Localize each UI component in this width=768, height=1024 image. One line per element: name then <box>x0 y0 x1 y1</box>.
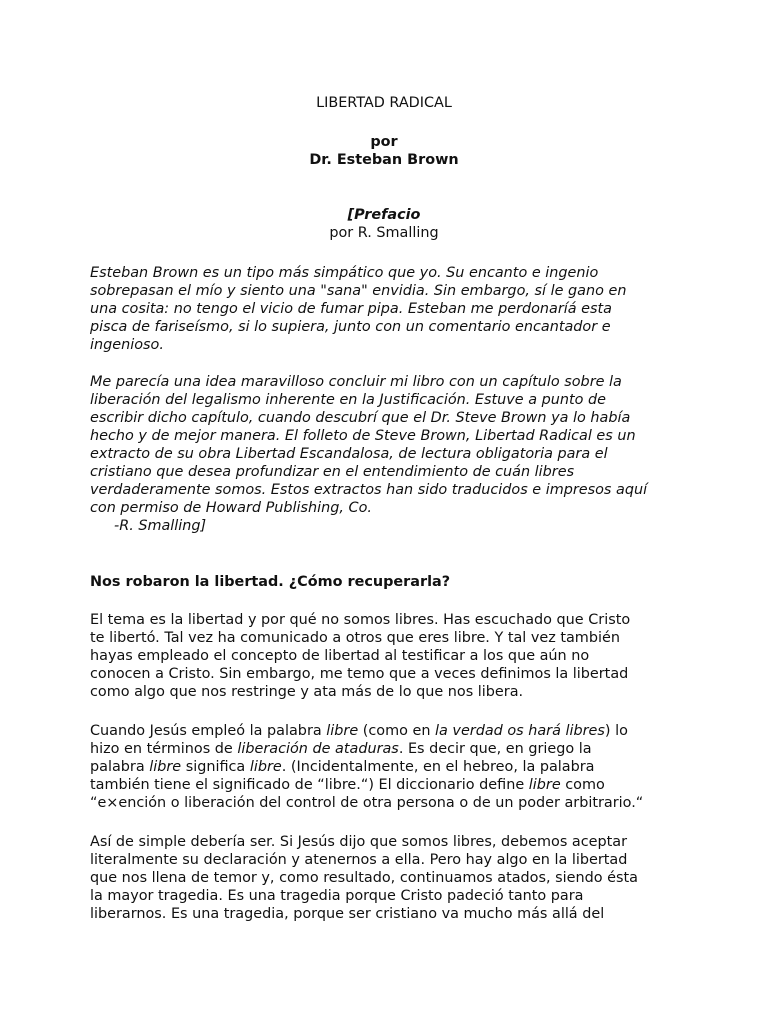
body-p2-line <box>90 758 595 776</box>
preface-p2-line: hecho y de mejor manera. El folleto de Steve Brown, Libertad Radical es un <box>90 428 636 444</box>
section-heading: Nos robaron la libertad. ¿Cómo recuperarla? <box>90 574 451 590</box>
preface-p2-line: verdaderamente somos. Estos extractos han sido traducidos e impresos aquí <box>90 482 648 498</box>
preface-p2-line: con permiso de Howard Publishing, Co. <box>90 500 372 516</box>
body-p1-line: conocen a Cristo. Sin embargo, me temo que a veces definimos la libertad <box>90 666 629 682</box>
preface-signature: -R. Smalling] <box>114 518 207 534</box>
preface-p1-line: ingenioso. <box>90 337 164 353</box>
text-run-italic: la verdad os hará libres <box>435 723 605 739</box>
author-name: Dr. Esteban Brown <box>309 152 459 168</box>
body-p1-line: El tema es la libertad y por qué no somos libres. Has escuchado que Cristo <box>90 612 631 628</box>
body-p3-line: Así de simple debería ser. Si Jesús dijo que somos libres, debemos aceptar <box>90 834 628 850</box>
preface-p1-line: sobrepasan el mío y siento una "sana" envidia. Sin embargo, sí le gano en <box>90 283 627 299</box>
body-p1-line: hayas empleado el concepto de libertad al testificar a los que aún no <box>90 648 590 664</box>
preface-p2-line: liberación del legalismo inherente en la Justificación. Estuve a punto de <box>90 392 606 408</box>
text-run: significa <box>181 759 250 775</box>
text-run-italic: libre <box>249 759 282 775</box>
preface-p2-line: extracto de su obra Libertad Escandalosa, de lectura obligatoria para el <box>90 446 608 462</box>
preface-p2-line: escribir dicho capítulo, cuando descubrí que el Dr. Steve Brown ya lo había <box>90 410 631 426</box>
preface-byline: por R. Smalling <box>329 225 439 241</box>
text-run: palabra <box>90 759 150 775</box>
text-run: . (Incidentalmente, en el hebreo, la palabra <box>281 759 595 775</box>
preface-p1-line: pisca de fariseísmo, si lo supiera, junto con un comentario encantador e <box>90 319 611 335</box>
text-run: también tiene el significado de “libre.“) El diccionario define <box>90 777 529 793</box>
text-run-italic: liberación de ataduras <box>237 741 399 757</box>
body-p3-line: liberarnos. Es una tragedia, porque ser cristiano va mucho más allá del <box>90 906 605 922</box>
document-title: LIBERTAD RADICAL <box>316 95 452 111</box>
body-p1-line: te libertó. Tal vez ha comunicado a otros que eres libre. Y tal vez también <box>90 630 620 646</box>
body-p2-line: “e×ención o liberación del control de otra persona o de un poder arbitrario.“ <box>90 795 644 811</box>
text-run-italic: libre <box>149 759 182 775</box>
body-p3-line: la mayor tragedia. Es una tragedia porque Cristo padeció tanto para <box>90 888 584 904</box>
preface-p1-line: una cosita: no tengo el vicio de fumar pipa. Esteban me perdonaríá esta <box>90 301 612 317</box>
preface-p1-line: Esteban Brown es un tipo más simpático que yo. Su encanto e ingenio <box>90 265 599 281</box>
body-p1-line: como algo que nos restringe y ata más de lo que nos libera. <box>90 684 524 700</box>
preface-heading: [Prefacio <box>347 207 421 223</box>
text-run-italic: libre <box>528 777 561 793</box>
body-p3-line: literalmente su declaración y atenernos a ella. Pero hay algo en la libertad <box>90 852 628 868</box>
byline-por: por <box>370 134 398 150</box>
text-run: Cuando Jesús empleó la palabra <box>90 723 327 739</box>
body-p2-line <box>90 722 628 740</box>
text-run: ) lo <box>604 723 628 739</box>
body-p3-line: que nos llena de temor y, como resultado, continuamos atados, siendo ésta <box>90 870 638 886</box>
body-p2-line <box>90 740 592 758</box>
text-run: . Es decir que, en griego la <box>398 741 592 757</box>
text-run-italic: libre <box>326 723 359 739</box>
text-run: hizo en términos de <box>90 741 238 757</box>
text-run: como <box>560 777 605 793</box>
text-run: (como en <box>358 723 436 739</box>
preface-p2-line: Me parecía una idea maravilloso concluir mi libro con un capítulo sobre la <box>90 374 622 390</box>
preface-p2-line: cristiano que desea profundizar en el entendimiento de cuán libres <box>90 464 575 480</box>
body-p2-line <box>90 776 605 794</box>
